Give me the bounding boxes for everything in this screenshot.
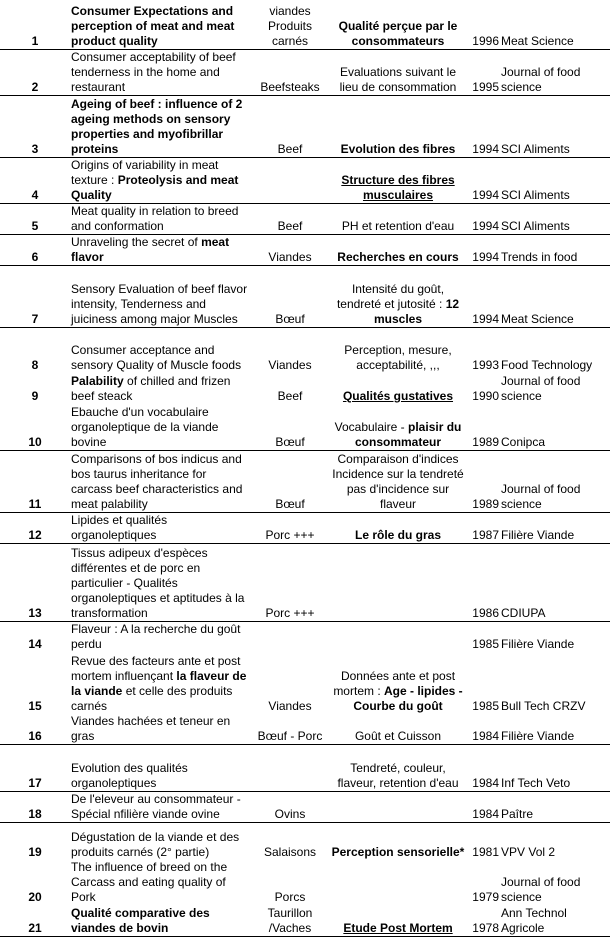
publication-source: Conipca	[500, 404, 610, 450]
article-title	[70, 652, 250, 714]
publication-year: 1984	[466, 714, 500, 745]
study-theme	[330, 714, 466, 745]
publication-year: 1994	[466, 203, 500, 234]
row-number: 9	[31, 389, 39, 403]
meat-category: Beef	[250, 203, 330, 234]
publication-year: 1994	[466, 95, 500, 157]
text-run: Viandes hachées et teneur en gras	[71, 713, 231, 743]
publication-source: Journal of food science	[501, 875, 581, 904]
article-title	[70, 860, 250, 905]
meat-category: Porc +++	[250, 512, 330, 543]
table-row	[0, 95, 610, 157]
publication-source: CDIUPA	[500, 543, 610, 621]
text-run: Comparisons of bos indicus and bos taurus inheritance for carcass beef characteristics and meat palability	[71, 451, 243, 511]
row-number: 19	[28, 845, 42, 859]
meat-category	[250, 157, 330, 203]
meat-category: Salaisons	[263, 845, 317, 859]
table-row	[0, 512, 610, 543]
publication-source: SCI Aliments	[500, 203, 610, 234]
publication-source: Journal of food science	[500, 450, 610, 512]
article-title	[70, 203, 250, 234]
study-theme	[330, 860, 466, 905]
row-number: 10	[0, 404, 70, 450]
text-run: Structure des fibres musculaires	[341, 172, 455, 202]
meat-category: Bœuf	[250, 450, 330, 512]
text-run: Evolution des fibres	[340, 141, 456, 156]
publication-year: 1985	[472, 636, 499, 651]
study-theme	[330, 265, 466, 327]
table-row	[0, 373, 610, 404]
meat-category: Viandes	[250, 234, 330, 265]
publication-year: 1986	[466, 543, 500, 621]
publication-source: Meat Science	[500, 0, 610, 49]
study-theme	[330, 791, 466, 822]
text-run: Intensité du goût, tendreté et jutosité :	[336, 281, 446, 311]
text-run: Ageing of beef : influence of 2 ageing methods on sensory properties and myofibrillar proteins	[71, 96, 243, 156]
text-run: The influence of breed on the Carcass and eating quality of Pork	[71, 860, 228, 904]
publication-source: SCI Aliments	[500, 157, 610, 203]
study-theme	[330, 373, 466, 404]
text-run: of chilled and frizen beef steack	[71, 374, 231, 403]
meat-category: Viandes	[268, 698, 312, 713]
meat-category: Beef	[250, 95, 330, 157]
text-run: Consumer acceptability of beef tenderness in the home and restaurant	[71, 49, 236, 94]
article-title	[70, 404, 250, 450]
row-number: 20	[28, 890, 42, 904]
publication-year: 1990	[472, 389, 499, 403]
publication-source: Journal of food science	[501, 374, 581, 403]
study-theme	[330, 512, 466, 543]
publication-year: 1985	[472, 698, 499, 713]
row-number: 3	[0, 95, 70, 157]
study-theme	[330, 0, 466, 49]
publication-source: VPV Vol 2	[501, 845, 556, 859]
publication-source: Inf Tech Veto	[500, 744, 610, 791]
article-title	[70, 791, 250, 822]
publication-source: Paître	[500, 791, 610, 822]
table-row	[0, 157, 610, 203]
text-run: Proteolysis and meat Quality	[71, 172, 239, 202]
text-run: Etude Post Mortem	[343, 920, 453, 935]
article-title	[70, 49, 250, 95]
row-number: 13	[0, 543, 70, 621]
article-title	[70, 512, 250, 543]
meat-category: Taurillon /Vaches	[250, 905, 330, 936]
publication-source: Meat Science	[500, 265, 610, 327]
text-run: Dégustation de la viande et des produits carnés (2° partie)	[71, 830, 240, 859]
table-row	[0, 652, 610, 714]
article-title	[70, 265, 250, 327]
row-number: 17	[0, 744, 70, 791]
study-theme	[330, 621, 466, 652]
table-row	[0, 234, 610, 265]
text-run: Vocabulaire -	[334, 419, 409, 434]
text-run: plaisir du consommateur	[354, 419, 462, 449]
row-number: 7	[0, 265, 70, 327]
text-run: 12 muscles	[373, 296, 460, 326]
publication-source: Trends in food	[500, 234, 610, 265]
row-number: 11	[0, 450, 70, 512]
text-run: Comparaison d'indices Incidence sur la tendreté pas d'incidence sur flaveur	[332, 451, 464, 511]
publication-source: Bull Tech CRZV	[501, 698, 586, 713]
study-theme	[330, 450, 466, 512]
publication-source: Filière Viande	[500, 714, 610, 745]
row-number: 8	[31, 358, 39, 372]
publication-source: Ann Technol Agricole	[500, 905, 610, 936]
publication-year: 1996	[466, 0, 500, 49]
article-title	[70, 95, 250, 157]
publication-year: 1981	[472, 845, 499, 859]
meat-category: Beefsteaks	[250, 49, 330, 95]
text-run: Consumer acceptance and sensory Quality of Muscle foods	[71, 343, 242, 372]
row-number: 16	[0, 714, 70, 745]
publication-year: 1978	[466, 905, 500, 936]
publication-year: 1995	[466, 49, 500, 95]
study-theme	[330, 404, 466, 450]
publication-year: 1987	[466, 512, 500, 543]
publication-year: 1989	[466, 404, 500, 450]
table-row	[0, 265, 610, 327]
text-run: Evolution des qualités organoleptiques	[71, 760, 188, 790]
text-run: Qualité comparative des viandes de bovin	[71, 905, 210, 935]
study-theme	[330, 157, 466, 203]
article-title	[70, 905, 250, 936]
text-run: Le rôle du gras	[354, 527, 442, 542]
text-run: Evaluations suivant le lieu de consommation	[339, 64, 457, 94]
text-run: Meat quality in relation to breed and conformation	[71, 203, 239, 233]
text-run: Age - lipides - Courbe du goût	[353, 683, 463, 713]
study-theme	[330, 744, 466, 791]
study-theme	[330, 49, 466, 95]
article-title	[70, 234, 250, 265]
text-run: Tendreté, couleur, flaveur, retention d'eau	[337, 760, 459, 790]
publication-source: Journal of food science	[500, 49, 610, 95]
text-run: Unraveling the secret of	[71, 234, 202, 249]
table-row	[0, 0, 610, 49]
article-title	[70, 543, 250, 621]
text-run: Recherches en cours	[337, 249, 459, 264]
publication-year: 1994	[466, 234, 500, 265]
publication-source: Food Technology	[501, 358, 593, 372]
article-title	[70, 450, 250, 512]
row-number: 15	[28, 698, 42, 713]
article-title	[70, 373, 250, 404]
publication-year: 1994	[466, 265, 500, 327]
table-row	[0, 543, 610, 621]
table-row	[0, 450, 610, 512]
study-theme	[330, 203, 466, 234]
table-row	[0, 327, 610, 373]
article-title	[70, 621, 250, 652]
meat-category: Porcs	[274, 890, 306, 904]
publication-year: 1979	[472, 890, 499, 904]
publication-source: SCI Aliments	[500, 95, 610, 157]
table-row	[0, 203, 610, 234]
publication-source: Filière Viande	[501, 636, 575, 651]
text-run: la flaveur de la viande	[71, 668, 247, 698]
text-run: De l'eleveur au consommateur - Spécial nfilière viande ovine	[71, 791, 241, 821]
publication-year: 1984	[466, 744, 500, 791]
article-title	[70, 822, 250, 860]
text-run: Perception, mesure, acceptabilité, ,,,	[344, 343, 452, 372]
meat-category: viandes Produits carnés	[250, 0, 330, 49]
text-run: Perception sensorielle*	[331, 845, 465, 859]
study-theme	[330, 652, 466, 714]
article-title	[70, 157, 250, 203]
table-row	[0, 621, 610, 652]
article-title	[70, 327, 250, 373]
study-theme	[330, 905, 466, 936]
text-run: meat flavor	[71, 234, 230, 264]
publication-year: 1989	[466, 450, 500, 512]
publication-source: Filière Viande	[500, 512, 610, 543]
study-theme	[330, 327, 466, 373]
text-run: Consumer Expectations and perception of meat and meat product quality	[71, 3, 235, 48]
text-run: Tissus adipeux d'espèces différentes et de porc en particulier - Qualités organoleptiques et aptitudes à la transformation	[71, 545, 245, 620]
meat-category: Bœuf - Porc	[250, 714, 330, 745]
meat-category: Porc +++	[250, 543, 330, 621]
row-number: 12	[0, 512, 70, 543]
text-run: Sensory Evaluation of beef flavor intensity, Tenderness and juiciness among major Muscles	[71, 281, 248, 326]
publication-year: 1984	[466, 791, 500, 822]
text-run: Qualité perçue par le consommateurs	[338, 18, 458, 48]
text-run: Flaveur : A la recherche du goût perdu	[71, 621, 241, 651]
row-number: 21	[0, 905, 70, 936]
table-row	[0, 791, 610, 822]
row-number: 1	[0, 0, 70, 49]
meat-category: Bœuf	[250, 265, 330, 327]
study-theme	[330, 543, 466, 621]
text-run: Goût et Cuisson	[354, 728, 442, 743]
text-run: et celle des produits carnés	[71, 683, 233, 713]
study-theme	[330, 95, 466, 157]
table-row	[0, 49, 610, 95]
table-row	[0, 714, 610, 745]
table-row	[0, 822, 610, 860]
article-title	[70, 714, 250, 745]
meat-category: Viandes	[268, 358, 312, 372]
meat-category: Ovins	[250, 791, 330, 822]
text-run: Lipides et qualités organoleptiques	[71, 512, 168, 542]
row-number: 6	[0, 234, 70, 265]
meat-category: Bœuf	[250, 404, 330, 450]
row-number: 5	[0, 203, 70, 234]
table-row	[0, 404, 610, 450]
text-run: Palability	[71, 374, 124, 388]
text-run: Qualités gustatives	[342, 389, 454, 403]
table-row	[0, 905, 610, 936]
study-theme	[330, 822, 466, 860]
meat-category	[250, 621, 330, 652]
publication-year: 1994	[466, 157, 500, 203]
row-number: 4	[0, 157, 70, 203]
text-run: Ebauche d'un vocabulaire organoleptique de la viande bovine	[71, 404, 219, 449]
text-run: Données ante et post mortem :	[333, 668, 456, 698]
row-number: 18	[0, 791, 70, 822]
article-title	[70, 0, 250, 49]
row-number: 14	[28, 636, 42, 651]
text-run: Origins of variability in meat texture :	[71, 157, 219, 187]
table-row	[0, 860, 610, 905]
text-run: Revue des facteurs ante et post mortem influençant	[71, 653, 241, 683]
article-title	[70, 744, 250, 791]
meat-category: Beef	[277, 389, 303, 403]
text-run: PH et retention d'eau	[341, 218, 455, 233]
study-theme	[330, 234, 466, 265]
table-row	[0, 744, 610, 791]
row-number: 2	[0, 49, 70, 95]
publication-year: 1993	[472, 358, 499, 372]
meat-category	[250, 744, 330, 791]
